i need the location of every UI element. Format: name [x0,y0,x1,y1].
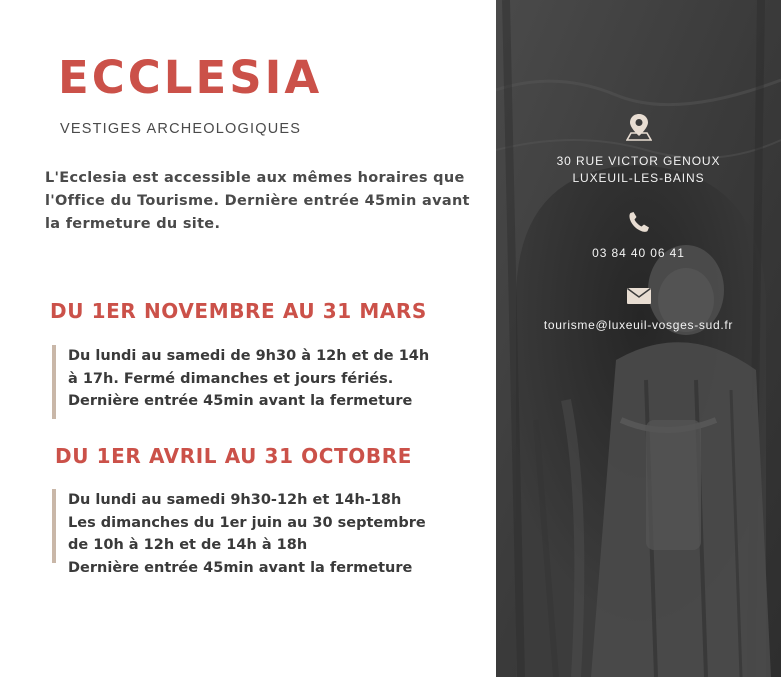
phone-icon [496,210,781,234]
schedule-line: de 10h à 12h et de 14h à 18h [68,537,308,553]
schedule-block-winter [52,345,468,419]
schedule-line: Dernière entrée 45min avant la fermeture [68,393,413,409]
schedule-block-summer [52,489,468,576]
address-city: LUXEUIL-LES-BAINS [572,171,705,185]
address-line: 30 RUE VICTOR GENOUX [556,154,721,168]
map-pin-icon [496,112,781,142]
page-subtitle: VESTIGES ARCHEOLOGIQUES [60,121,302,137]
contact-panel [496,0,781,677]
phone-number[interactable]: 03 84 40 06 41 [592,246,685,260]
schedule-line: à 17h. Fermé dimanches et jours fériés. [68,370,394,387]
email-link[interactable]: tourisme@luxeuil-vosges-sud.fr [543,318,734,332]
page-title: ECCLESIA [58,51,323,104]
schedule-title-winter: DU 1ER NOVEMBRE AU 31 MARS [50,299,427,323]
schedule-line: Dernière entrée 45min avant la fermeture [68,559,413,576]
schedule-line: Du lundi au samedi de 9h30 à 12h et de 14h [68,348,430,364]
intro-text: L'Ecclesia est accessible aux mêmes horaires que l'Office du Tourisme. Dernière entrée 45min avant la fermeture du site. [45,170,470,232]
stone-relief-image [496,0,781,677]
schedule-title-summer: DU 1ER AVRIL AU 31 OCTOBRE [55,444,412,468]
envelope-icon [496,287,781,305]
schedule-line: Du lundi au samedi 9h30-12h et 14h-18h [68,492,402,508]
schedule-line: Les dimanches du 1er juin au 30 septembre [68,514,426,531]
